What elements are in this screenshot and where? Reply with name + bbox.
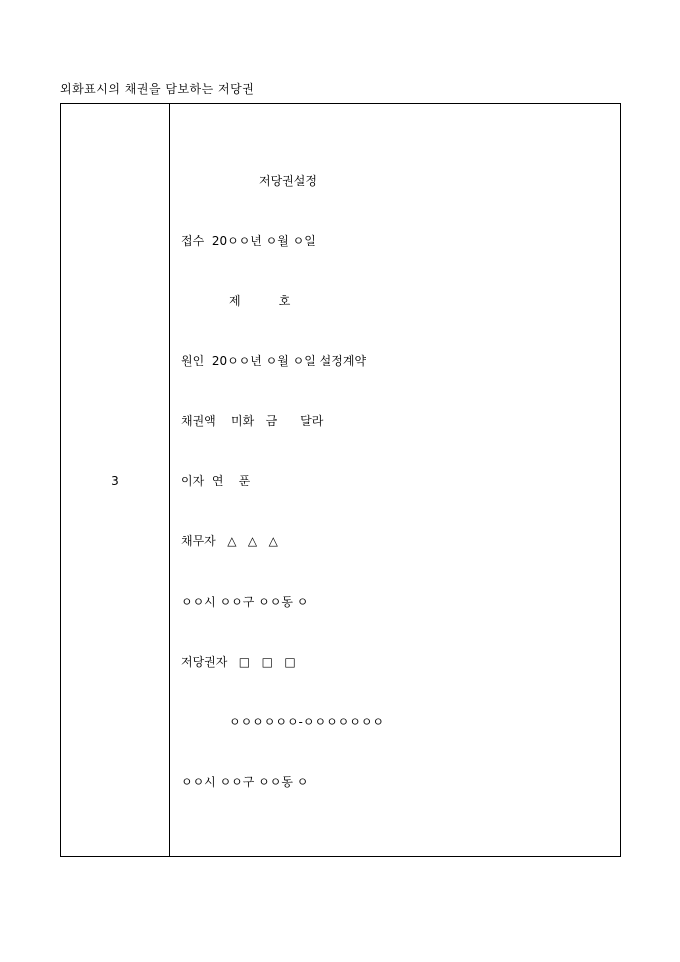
- entry-mortgagee-id-number: ㅇㅇㅇㅇㅇㅇ-ㅇㅇㅇㅇㅇㅇㅇ: [229, 715, 385, 729]
- entry-mortgagee-address: ㅇㅇ시 ㅇㅇ구 ㅇㅇ동 ㅇ: [181, 775, 309, 789]
- entry-claim-amount: 채권액 미화 금 달라: [181, 414, 324, 428]
- entry-cause: 원인 20ㅇㅇ년 ㅇ월 ㅇ일 설정계약: [181, 354, 367, 368]
- rank-number-cell: 3: [111, 474, 119, 488]
- entry-debtor: 채무자 △ △ △: [181, 534, 278, 548]
- entry-debtor-address: ㅇㅇ시 ㅇㅇ구 ㅇㅇ동 ㅇ: [181, 595, 309, 609]
- entry-heading-mortgage: 저당권설정: [259, 174, 317, 188]
- entry-receipt-date: 접수 20ㅇㅇ년 ㅇ월 ㅇ일: [181, 234, 316, 248]
- entry-mortgagee: 저당권자 □ □ □: [181, 655, 296, 669]
- registration-table: [60, 103, 621, 857]
- column-divider: [169, 104, 170, 856]
- entry-interest: 이자 연 푼: [181, 474, 251, 488]
- entry-receipt-number: 제 호: [229, 294, 291, 308]
- document-title: 외화표시의 채권을 담보하는 저당권: [60, 82, 255, 96]
